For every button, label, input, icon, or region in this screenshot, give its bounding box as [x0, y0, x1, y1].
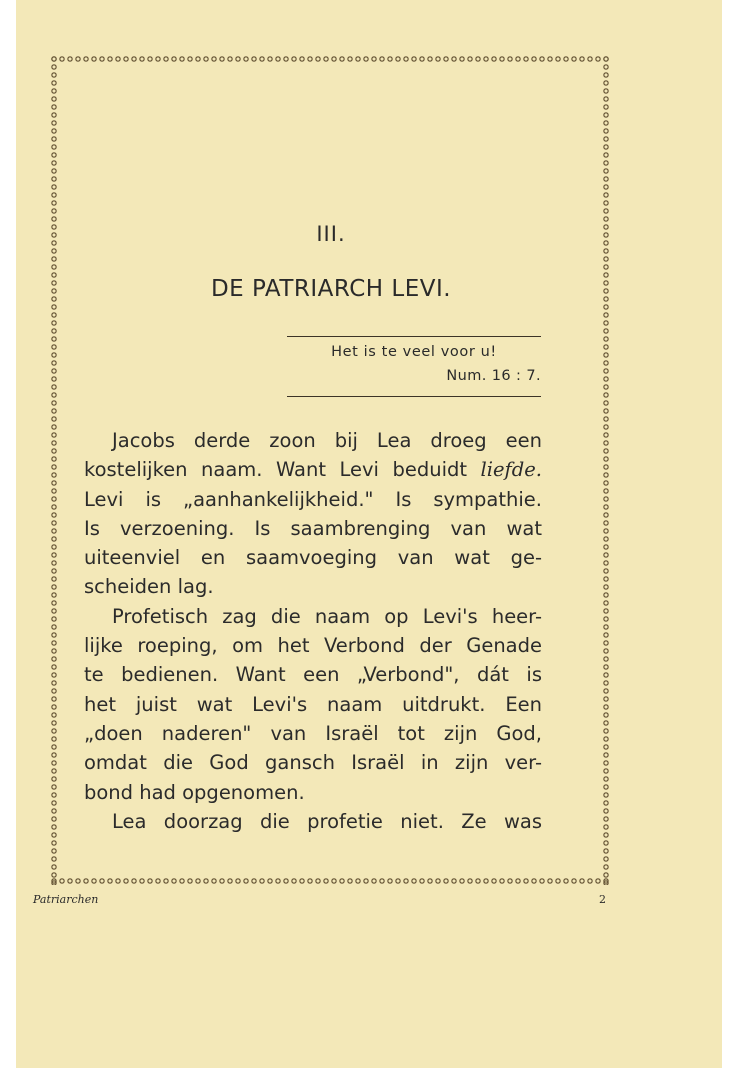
chapter-number: III.	[316, 222, 346, 246]
text-line-content: Profetisch zag die naam op Levi's heer-	[112, 604, 542, 628]
text-line-content: Lea doorzag die profetie niet. Ze was	[112, 809, 542, 833]
text-line	[84, 807, 542, 836]
book-page	[16, 0, 722, 1068]
text-line	[84, 514, 542, 543]
text-line	[84, 485, 542, 514]
epigraph-rule-bottom	[287, 396, 541, 397]
ornamental-border-top	[50, 55, 610, 63]
text-line-content: omdat die God gansch Israël in zijn ver-	[84, 751, 542, 775]
text-line	[84, 543, 542, 572]
text-line-content: Levi is „aanhankelijkheid." Is sympathie.	[84, 487, 542, 511]
text-line	[84, 602, 542, 631]
text-line	[84, 778, 542, 807]
text-line-content: scheiden lag.	[84, 575, 214, 599]
epigraph-rule-top	[287, 336, 541, 337]
text-line-content: Jacobs derde zoon bij Lea droeg een	[112, 429, 542, 452]
sheet-number: 2	[599, 893, 606, 906]
text-line	[84, 572, 542, 601]
text-line-content: lijke roeping, om het Verbond der Genade	[84, 634, 542, 658]
text-line	[84, 660, 542, 689]
ornamental-border-bottom	[50, 877, 610, 885]
text-line-content: te bedienen. Want een „Verbond", dát is	[84, 663, 542, 687]
text-line-content: kostelijken naam. Want Levi beduidt	[84, 458, 481, 482]
body-text	[84, 426, 542, 836]
text-line	[84, 719, 542, 748]
text-line-content: „doen naderen" van Israël tot zijn God,	[84, 721, 542, 745]
epigraph-quote: Het is te veel voor u!	[331, 344, 497, 360]
text-line	[84, 748, 542, 777]
chapter-title: DE PATRIARCH LEVI.	[210, 276, 452, 302]
text-line	[84, 426, 542, 455]
signature-mark: Patriarchen	[33, 893, 99, 906]
emphasized-word: liefde.	[480, 458, 542, 482]
ornamental-border-right	[602, 55, 610, 885]
text-line	[84, 631, 542, 660]
text-line-content: uiteenviel en saamvoeging van wat ge-	[84, 546, 542, 570]
text-line-content: het juist wat Levi's naam uitdrukt. Een	[84, 692, 542, 716]
text-line	[84, 690, 542, 719]
epigraph-reference: Num. 16 : 7.	[446, 368, 541, 384]
text-line-content: Is verzoening. Is saambrenging van wat	[84, 516, 542, 540]
ornamental-border-left	[50, 55, 58, 885]
text-line-content: bond had opgenomen.	[84, 780, 305, 804]
text-line	[84, 455, 542, 484]
